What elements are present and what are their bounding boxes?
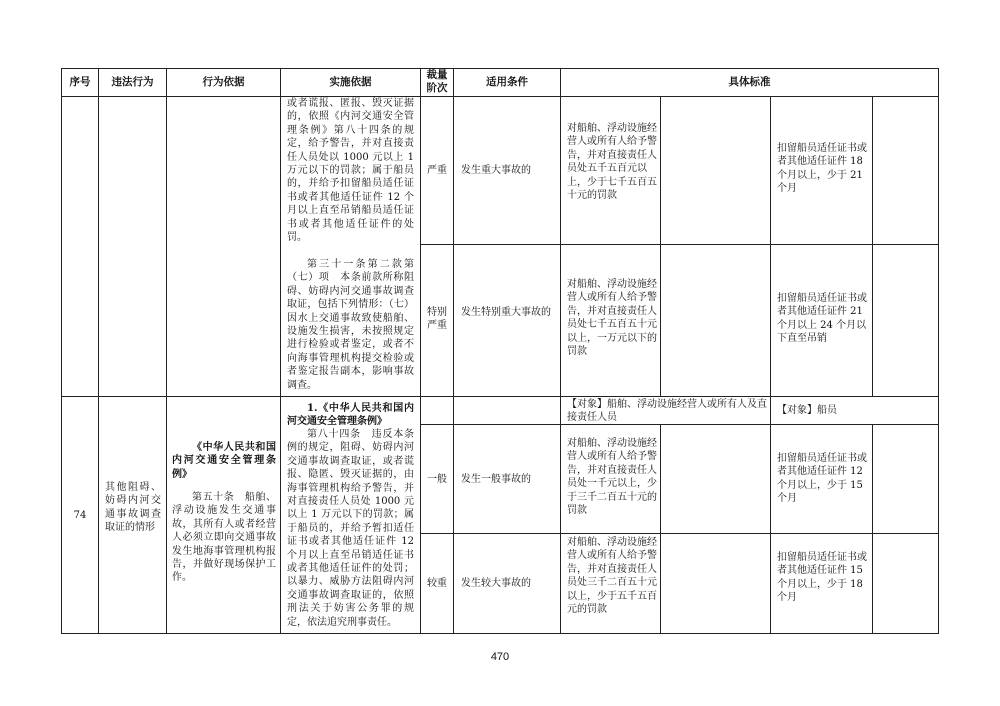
standard-cert-cell: 扣留船员适任证书或者其他适任证件 18 个月以上，少于 21 个月 [777, 143, 867, 195]
level-cell: 一般 [427, 474, 447, 485]
standard-fine-cell: 对船舶、浮动设施经营人或所有人给予警告，并对直接责任人员处三千二百五十元以上，少于五千五百元的罚款 [567, 537, 657, 616]
condition-cell: 发生特别重大事故的 [461, 307, 551, 318]
header-condition: 适用条件 [486, 76, 528, 88]
impl-body: 第八十四条 违反本条例的规定，阻碍、妨碍内河交通事故调查取证，或者谎报、隐匿、毁灭证据的，由海事管理机构给予警告，并对直接责任人员处 1000 元以上 1 万元以下的罚款；属于船员的，并给予暂扣适任证书或者其他适任证件 12 个月以上直至吊销适任证书或者其他适任证件的处罚；以暴力、威胁方法阻碍内河交通事故调查取证的，依照刑法关于妨害公务罪的规定，依法追究刑事责任。 [287, 429, 414, 628]
object-cert: 【对象】船员 [777, 405, 837, 416]
header-level: 裁量阶次 [426, 69, 448, 94]
page-number: 470 [490, 651, 510, 663]
header-standard: 具体标准 [728, 76, 771, 88]
condition-cell: 发生较大事故的 [461, 578, 531, 589]
level-cell: 较重 [427, 578, 447, 589]
object-fine: 【对象】船舶、浮动设施经营人或所有人及直接责任人员 [567, 399, 767, 424]
standard-cert-cell: 扣留船员适任证书或者其他适任证件 15 个月以上，少于 18 个月 [777, 552, 867, 604]
header-seq: 序号 [69, 76, 91, 88]
basis-body: 第五十条 船舶、浮动设施发生交通事故，其所有人或者经营人必须立即向交通事故发生地海事管理机构报告，并做好现场保护工作。 [172, 492, 276, 584]
impl-title: 1.《中华人民共和国内河交通安全管理条例》 [287, 403, 414, 428]
violation-cell: 其他阻碍、妨碍内河交通事故调查取证的情形 [105, 482, 161, 534]
standard-fine-cell: 对船舶、浮动设施经营人或所有人给予警告，并对直接责任人员处五千五百元以上，少于七千五百五十元的罚款 [567, 123, 657, 202]
standard-fine-cell: 对船舶、浮动设施经营人或所有人给予警告，并对直接责任人员处七千五百五十元以上，一万元以下的罚款 [567, 279, 657, 358]
impl-text-continued: 或者谎报、匿报、毁灭证据的，依照《内河交通安全管理条例》第八十四条的规定，给予警告，并对直接责任人员处以 1000 元以上 1 万元以下的罚款；属于船员的，并给予扣留船员适任证书或者其他适任证件 12 个月以上直至吊销船员适任证书或者其他适任证件的处罚。 [287, 98, 414, 244]
standard-cert-cell: 扣留船员适任证书或者其他适任证件 21 个月以上 24 个月以下直至吊销 [777, 293, 867, 345]
standard-cert-cell: 扣留船员适任证书或者其他适任证件 12 个月以上，少于 15 个月 [777, 453, 867, 505]
header-impl: 实施依据 [329, 76, 372, 88]
standard-fine-cell: 对船舶、浮动设施经营人或所有人给予警告，并对直接责任人员处一千元以上，少于三千二百五十元的罚款 [567, 438, 657, 517]
basis-title: 《中华人民共和国内河交通安全管理条例》 [172, 442, 276, 480]
header-basis: 行为依据 [202, 76, 245, 88]
header-violation: 违法行为 [111, 76, 154, 88]
level-cell: 特别严重 [427, 307, 447, 332]
impl-text-clause: 第三十一条第二款第（七）项 本条前款所称阻碍、妨碍内河交通事故调查取证，包括下列情形：（七）因水上交通事故致使船舶、设施发生损害，未按照规定进行检验或者鉴定，或者不向海事管理机构提交检验或者鉴定报告副本，影响事故调查。 [287, 259, 414, 391]
condition-cell: 发生重大事故的 [461, 165, 531, 176]
item-seq: 74 [73, 510, 87, 521]
level-cell: 严重 [427, 165, 447, 176]
condition-cell: 发生一般事故的 [461, 474, 531, 485]
